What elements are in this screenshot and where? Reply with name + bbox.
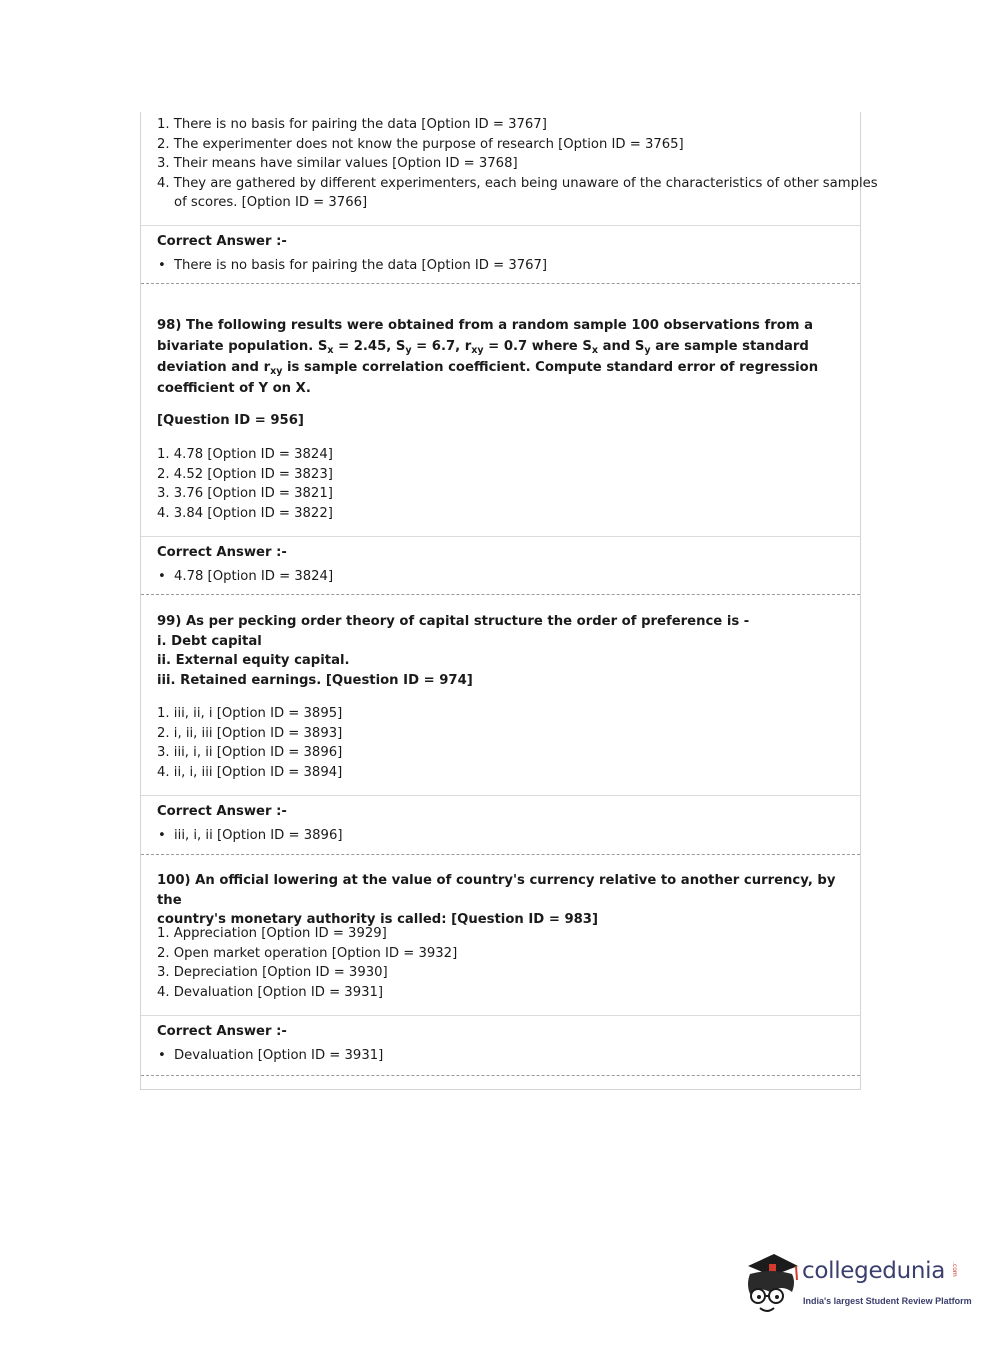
correct-answer-label: Correct Answer :- [157,234,287,249]
q97-correct-answer [157,232,844,275]
q98-option-1: 1. 4.78 [Option ID = 3824] [157,447,333,462]
q98-line-4: coefficient of Y on X. [157,381,311,396]
question-separator [141,854,860,855]
brand-com: .com [951,1262,958,1277]
q98-option-2: 2. 4.52 [Option ID = 3823] [157,466,333,482]
divider [141,1015,860,1016]
q99-option-4: 4. ii, i, iii [Option ID = 3894] [157,764,343,780]
q97-option-2: 2. The experimenter does not know the purpose of research [Option ID = 3765] [157,136,684,152]
brand-name: collegedunia [802,1258,946,1284]
question-separator [141,283,860,284]
q100-correct-answer [157,1022,844,1065]
correct-answer-label: Correct Answer :- [157,804,287,819]
q99-option-1: 1. iii, ii, i [Option ID = 3895] [157,706,343,721]
q98-option-3: 3. 3.76 [Option ID = 3821] [157,486,333,501]
q100-option-1: 1. Appreciation [Option ID = 3929] [157,926,387,941]
q98-option-4: 4. 3.84 [Option ID = 3822] [157,505,333,521]
q99-option-3: 3. iii, i, ii [Option ID = 3896] [157,745,343,760]
q100-options [157,924,844,1002]
q97-option-3: 3. Their means have similar values [Option ID = 3768] [157,156,518,171]
correct-answer-value: • 4.78 [Option ID = 3824] [157,567,844,587]
correct-answer-value: • There is no basis for pairing the data [Option ID = 3767] [157,256,844,276]
collegedunia-logo [742,1250,972,1320]
divider [141,536,860,537]
q99-question [157,612,844,690]
correct-answer-label: Correct Answer :- [157,1024,287,1039]
q100-option-2: 2. Open market operation [Option ID = 3932] [157,945,458,961]
q99-option-2: 2. i, ii, iii [Option ID = 3893] [157,725,343,741]
q100-question [157,871,844,930]
correct-answer-value: • Devaluation [Option ID = 3931] [157,1046,844,1066]
q98-correct-answer [157,543,844,586]
q99-options [157,704,844,782]
q97-option-4: 4. They are gathered by different experimenters, each being unaware of the characteristics of other samples [157,175,878,191]
question-paper-page [140,112,878,1090]
q99-line-2: i. Debt capital [157,633,262,649]
q99-line-1: 99) As per pecking order theory of capital structure the order of preference is - [157,614,750,629]
mascot-icon [742,1250,802,1320]
q98-question [157,315,844,399]
q98-question-id: [Question ID = 956] [157,413,304,428]
correct-answer-value: • iii, i, ii [Option ID = 3896] [157,826,844,846]
q98-line-3: deviation and $r_{xy}$ is sample correlation coefficient. Compute standard error of regression [157,360,819,377]
q97-option-1: 1. There is no basis for pairing the data [Option ID = 3767] [157,117,547,132]
q98-line-1: 98) The following results were obtained from a random sample 100 observations from a [157,318,814,333]
question-separator [141,1075,860,1076]
q99-correct-answer [157,802,844,845]
question-separator [141,594,860,595]
divider [141,225,860,226]
divider [141,795,860,796]
q100-line-2: country's monetary authority is called: [Question ID = 983] [157,912,599,927]
correct-answer-label: Correct Answer :- [157,545,287,560]
q98-options [157,445,844,523]
brand-tagline: India's largest Student Review Platform [803,1296,972,1306]
q99-line-3: ii. External equity capital. [157,653,350,668]
q97-option-4-cont: of scores. [Option ID = 3766] [174,195,368,210]
q99-line-4: iii. Retained earnings. [Question ID = 974] [157,672,473,688]
q100-line-1: 100) An official lowering at the value of country's currency relative to another currency, by the [157,873,836,908]
q100-option-3: 3. Depreciation [Option ID = 3930] [157,965,388,980]
q98-line-2: bivariate population. $S_x = 2.45$, $S_y = 6.7$, $r_{xy} = 0.7$ where $S_x$ and $S_y$ are sample standard [157,339,809,356]
q100-option-4: 4. Devaluation [Option ID = 3931] [157,984,384,1000]
q97-options [157,115,878,213]
